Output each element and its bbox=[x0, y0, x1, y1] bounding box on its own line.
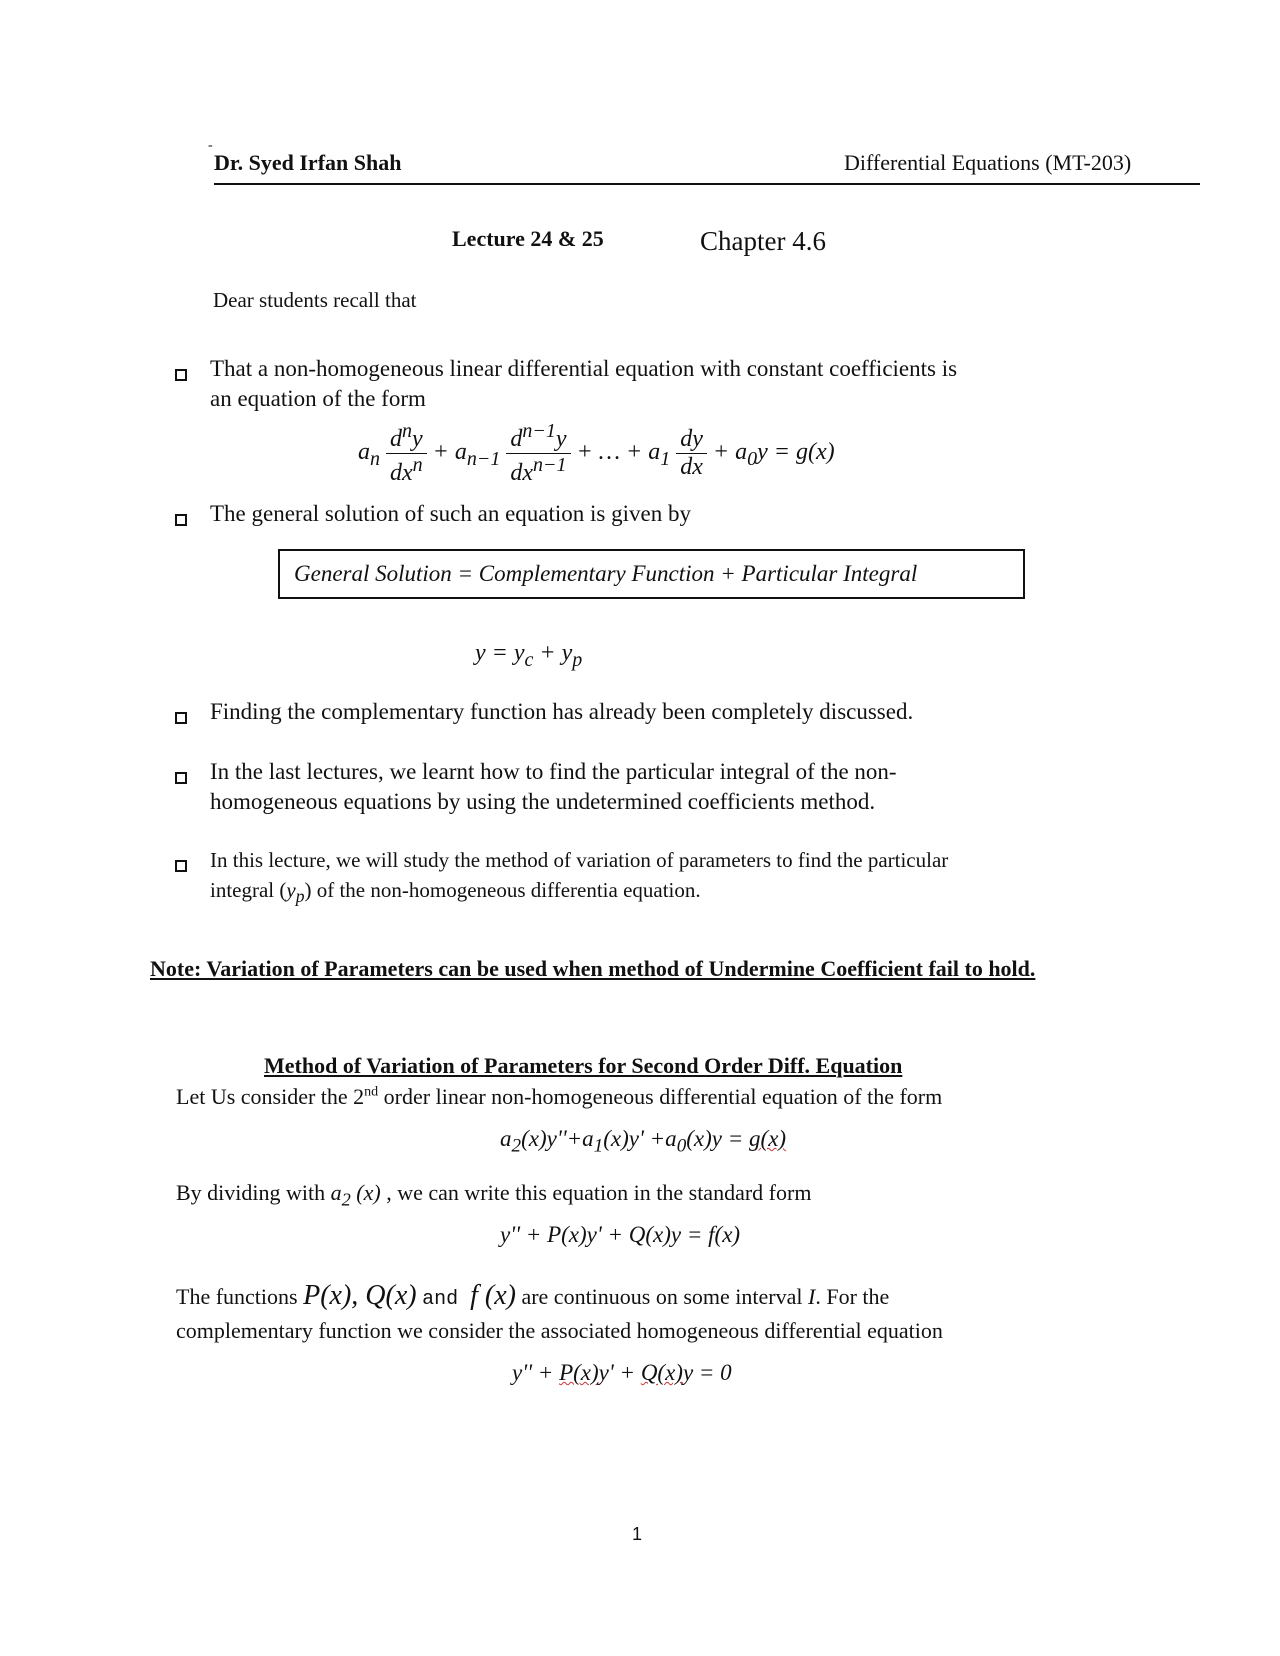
paragraph-functions: The functions P(x), Q(x) and f (x) are continuous on some interval I. For the bbox=[176, 1280, 890, 1311]
bullet-icon bbox=[175, 772, 187, 784]
header-mark: - bbox=[208, 138, 213, 153]
bullet-icon bbox=[175, 712, 187, 724]
general-solution-box: General Solution = Complementary Function + Particular Integral bbox=[278, 549, 1025, 599]
section-title: Method of Variation of Parameters for Second Order Diff. Equation bbox=[264, 1053, 903, 1078]
course-title: Differential Equations (MT-203) bbox=[844, 150, 1132, 175]
nth-order-equation: $a_n$ $\frac{d^ny}{dx^n}$ + $a_{n-1}$ $\frac{d^{n-1}y}{dx^{n-1}}$ + … + $a_1$ $\frac{dy}{dx}$ + $a_0y = g(x)$ bbox=[358, 420, 835, 486]
note-text: Note: Variation of Parameters can be used when method of Undermine Coefficient fail to hold. bbox=[150, 956, 1036, 981]
y-sum-equation: $y = y_c + y_p$ bbox=[475, 640, 583, 671]
chapter-label: Chapter 4.6 bbox=[700, 226, 826, 256]
bullet-icon bbox=[175, 369, 187, 381]
bullet-1-line-2: an equation of the form bbox=[210, 386, 426, 411]
bullet-4-line-2: homogeneous equations by using the undetermined coefficients method. bbox=[210, 789, 876, 814]
bullet-icon bbox=[175, 860, 187, 872]
intro-text: Dear students recall that bbox=[213, 288, 417, 312]
bullet-3-text: Finding the complementary function has already been completely discussed. bbox=[210, 699, 914, 724]
header-divider bbox=[214, 183, 1200, 185]
paragraph-complementary: complementary function we consider the associated homogeneous differential equation bbox=[176, 1318, 943, 1343]
second-order-equation: $a_2(x)y''+a_1(x)y' +a_0(x)y = g(x)$ bbox=[500, 1126, 787, 1157]
lecture-title: Lecture 24 & 25 bbox=[452, 226, 604, 251]
bullet-icon bbox=[175, 514, 187, 526]
bullet-2-text: The general solution of such an equation is given by bbox=[210, 501, 691, 526]
paragraph-standard-form: By dividing with $a_2$ (x) , we can write this equation in the standard form bbox=[176, 1180, 812, 1210]
author-name: Dr. Syed Irfan Shah bbox=[214, 150, 402, 175]
bullet-5-line-2: integral $(y_p)$ of the non-homogeneous differentia equation. bbox=[210, 878, 701, 907]
page-number: 1 bbox=[632, 1524, 643, 1544]
paragraph-consider: Let Us consider the 2nd order linear non-homogeneous differential equation of the form bbox=[176, 1084, 943, 1109]
bullet-4-line-1: In the last lectures, we learnt how to find the particular integral of the non- bbox=[210, 759, 897, 784]
standard-form-equation: y'' + P(x)y' + Q(x)y = f(x) bbox=[500, 1222, 741, 1247]
bullet-1-line-1: That a non-homogeneous linear differential equation with constant coefficients is bbox=[210, 356, 958, 381]
bullet-5-line-1: In this lecture, we will study the method of variation of parameters to find the particular bbox=[210, 848, 949, 872]
homogeneous-equation: y'' + P(x)y' + Q(x)y = 0 bbox=[512, 1360, 732, 1385]
